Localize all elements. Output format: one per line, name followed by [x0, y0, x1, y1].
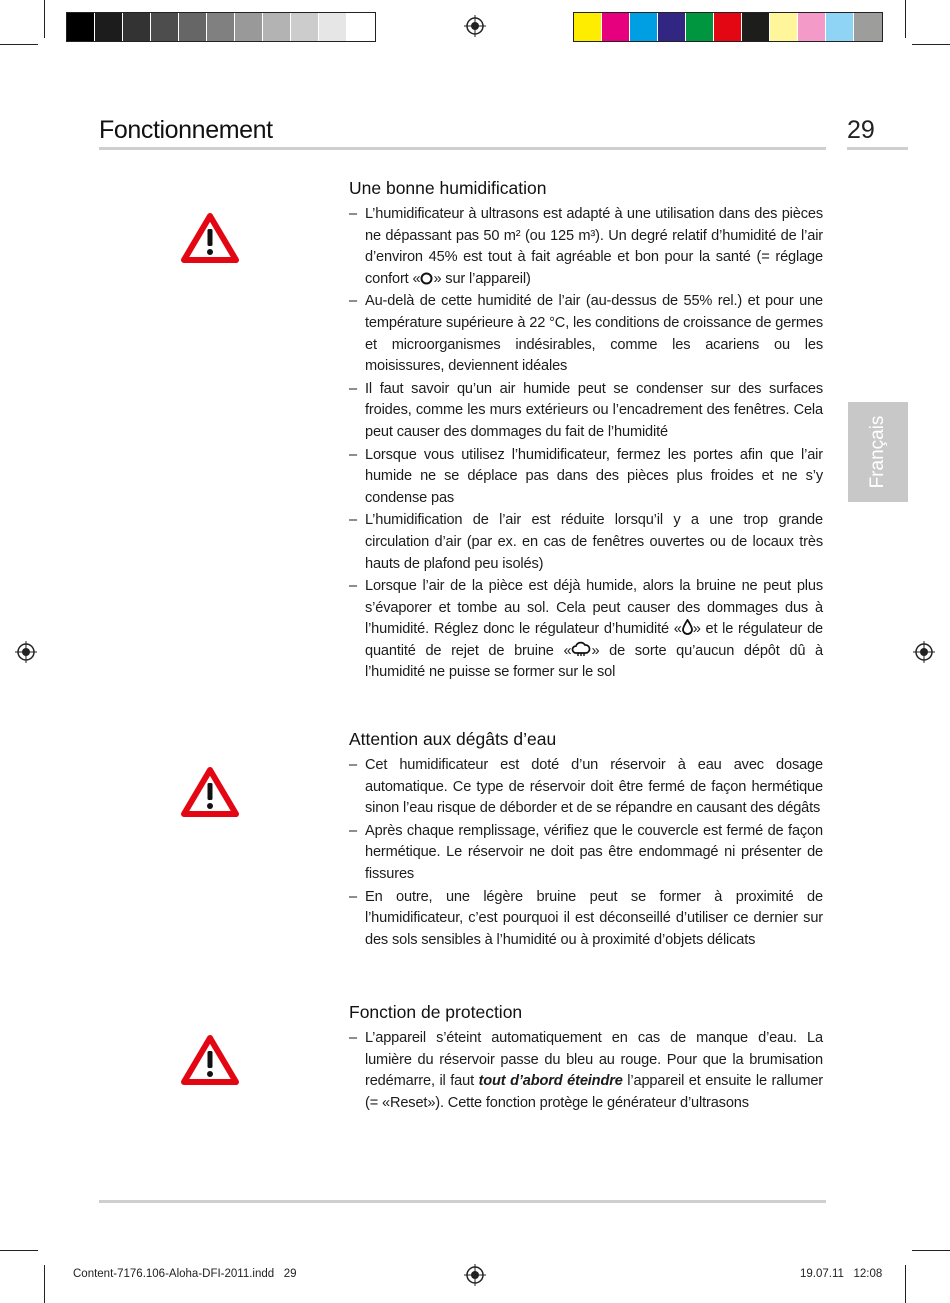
comfort-circle-icon [420, 272, 433, 285]
list-item: – Lorsque vous utilisez l’humidificateur, fermez les portes afin que l’air humide ne se déplace pas dans des pièces plus froides et ne s’y condense pas [349, 445, 823, 510]
emphasis-text: tout d’abord éteindre [478, 1073, 623, 1090]
item-text: l’appareil et ensuite le rallumer (= «Reset»). Cette fonction protège le générateur d’ultrasons [365, 1073, 823, 1111]
color-swatch [770, 13, 798, 41]
list-item [349, 576, 823, 684]
color-swatch [630, 13, 658, 41]
section-water-damage [349, 729, 823, 952]
header-rule [99, 147, 826, 150]
color-swatch [826, 13, 854, 41]
color-swatch [742, 13, 770, 41]
color-swatch [347, 13, 375, 41]
page-number: 29 [847, 116, 875, 144]
language-tab [848, 402, 908, 502]
color-swatch [151, 13, 179, 41]
list-item: – Au-delà de cette humidité de l’air (au-dessus de 55% rel.) et pour une température supérieure à 22 °C, les conditions de croissance de germes et microorganismes indésirables, comme les acariens ou les moisissures, deviennent idéales [349, 291, 823, 377]
warning-triangle-icon [180, 212, 240, 264]
footer-timestamp: 19.07.11 12:08 [800, 1268, 883, 1280]
list-item: – L’humidification de l’air est réduite lorsqu’il y a une trop grande circulation d’air (par ex. en cas de fenêtres ouvertes ou de locaux très hauts de plafond peu isolés) [349, 510, 823, 575]
crop-mark [44, 1265, 45, 1303]
section-protection [349, 1002, 823, 1115]
crop-mark [0, 1250, 38, 1251]
color-swatch [658, 13, 686, 41]
color-swatch [602, 13, 630, 41]
crop-mark [905, 0, 906, 38]
list-item: – Après chaque remplissage, vérifiez que le couvercle est fermé de façon hermétique. Le réservoir ne doit pas être endommagé ni présenter de fissures [349, 821, 823, 886]
list-item [349, 1028, 823, 1114]
color-swatch [574, 13, 602, 41]
footer-rule [99, 1200, 826, 1203]
registration-mark-icon [464, 15, 486, 37]
language-tab-label: Français [867, 415, 888, 489]
color-swatch [67, 13, 95, 41]
item-text: » et le régulateur de quantité de rejet de bruine « [365, 621, 824, 659]
section-title: Fonction de protection [349, 1002, 523, 1022]
color-swatch [291, 13, 319, 41]
process-color-bar [573, 12, 883, 42]
crop-mark [44, 0, 45, 38]
warning-triangle-icon [180, 766, 240, 818]
water-drop-icon [682, 619, 693, 635]
color-swatch [714, 13, 742, 41]
item-text: L’appareil s’éteint automatiquement en cas de manque d’eau. La lumière du réservoir passe du bleu au rouge. Pour que la brumisation redémarre, il faut [365, 1030, 823, 1090]
color-swatch [179, 13, 207, 41]
list-item: – En outre, une légère bruine peut se former à proximité de l’humidificateur, c’est pourquoi il est déconseillé d’utiliser ce dernier sur des sols sensibles à l’humidité ou à proximité d’objets délicats [349, 887, 823, 952]
footer-filename: Content-7176.106-Aloha-DFI-2011.indd 29 [73, 1268, 297, 1280]
item-text: » de sorte qu’aucun dépôt dû à l’humidité ne puisse se former sur le sol [365, 642, 823, 681]
color-swatch [686, 13, 714, 41]
crop-mark [0, 44, 38, 45]
warning-triangle-icon [180, 1034, 240, 1086]
page-title: Fonctionnement [99, 116, 273, 144]
list-item [349, 204, 823, 290]
item-text: L’humidificateur à ultrasons est adapté à une utilisation dans des pièces ne dépassant pas 50 m² (ou 125 m³). Un degré relatif d’humidité de l’air d’environ 45% est tout à fait agréable et bon pour la santé (= réglage confort « [365, 206, 823, 287]
item-text: Lorsque l’air de la pièce est déjà humide, alors la bruine ne peut plus s’évaporer et tombe au sol. Cela peut causer des dommages dus à l’humidité. Réglez donc le régulateur d’humidité « [365, 578, 823, 638]
mist-cloud-icon [571, 641, 591, 657]
section-title: Attention aux dégâts d’eau [349, 729, 557, 749]
crop-mark [912, 44, 950, 45]
color-swatch [319, 13, 347, 41]
section-title: Une bonne humidification [349, 178, 547, 198]
registration-mark-icon [15, 641, 37, 663]
registration-mark-icon [464, 1264, 486, 1286]
color-swatch [235, 13, 263, 41]
page-number-rule [847, 147, 908, 150]
color-swatch [263, 13, 291, 41]
registration-mark-icon [913, 641, 935, 663]
color-swatch [95, 13, 123, 41]
section-humidification [349, 178, 823, 685]
grayscale-color-bar [66, 12, 376, 42]
crop-mark [905, 1265, 906, 1303]
color-swatch [798, 13, 826, 41]
list-item: – Cet humidificateur est doté d’un réservoir à eau avec dosage automatique. Ce type de réservoir doit être fermé de façon hermétique sinon l’eau risque de déborder et de se répandre en causant des dégâts [349, 755, 823, 820]
color-swatch [123, 13, 151, 41]
color-swatch [854, 13, 882, 41]
color-swatch [207, 13, 235, 41]
crop-mark [912, 1250, 950, 1251]
list-item: – Il faut savoir qu’un air humide peut se condenser sur des surfaces froides, comme les murs extérieurs ou l’encadrement des fenêtres. Cela peut causer des dommages du fait de l’humidité [349, 379, 823, 444]
item-text: » sur l’appareil) [433, 270, 531, 287]
